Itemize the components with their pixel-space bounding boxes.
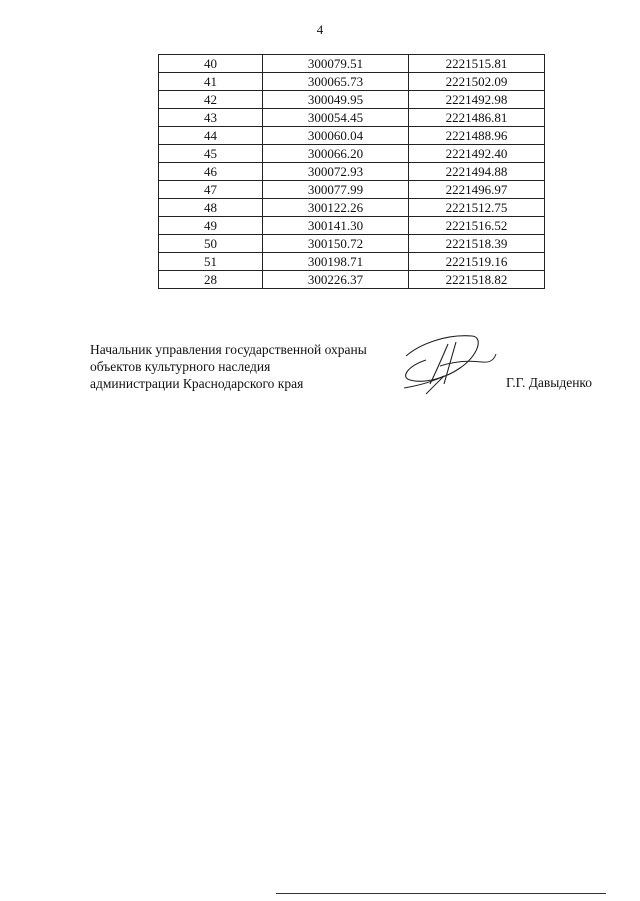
table-row [159,55,545,73]
table-row [159,73,545,91]
point-number-cell: 43 [159,109,263,127]
y-coordinate-cell: 2221515.81 [409,55,545,73]
signatory-title [90,341,367,392]
x-coordinate-cell: 300065.73 [263,73,409,91]
coordinates-table-body [159,55,545,289]
point-number-cell: 49 [159,217,263,235]
x-coordinate-cell: 300198.71 [263,253,409,271]
point-number-cell: 50 [159,235,263,253]
table-row [159,235,545,253]
x-coordinate-cell: 300141.30 [263,217,409,235]
signatory-name: Г.Г. Давыденко [506,375,593,390]
x-coordinate-cell: 300226.37 [263,271,409,289]
x-coordinate-cell: 300054.45 [263,109,409,127]
page-number: 4 [316,22,324,37]
point-number-cell: 42 [159,91,263,109]
point-number-cell: 51 [159,253,263,271]
y-coordinate-cell: 2221519.16 [409,253,545,271]
x-coordinate-cell: 300150.72 [263,235,409,253]
x-coordinate-cell: 300122.26 [263,199,409,217]
table-row [159,253,545,271]
signatory-title-line: администрации Краснодарского края [90,376,304,391]
table-row [159,217,545,235]
y-coordinate-cell: 2221486.81 [409,109,545,127]
x-coordinate-cell: 300049.95 [263,91,409,109]
y-coordinate-cell: 2221488.96 [409,127,545,145]
table-row [159,145,545,163]
y-coordinate-cell: 2221502.09 [409,73,545,91]
table-row [159,271,545,289]
y-coordinate-cell: 2221494.88 [409,163,545,181]
table-row [159,199,545,217]
table-row [159,163,545,181]
y-coordinate-cell: 2221516.52 [409,217,545,235]
signatory-title-line: Начальник управления государственной охраны [90,342,367,357]
x-coordinate-cell: 300077.99 [263,181,409,199]
y-coordinate-cell: 2221518.82 [409,271,545,289]
point-number-cell: 48 [159,199,263,217]
y-coordinate-cell: 2221492.98 [409,91,545,109]
point-number-cell: 45 [159,145,263,163]
coordinates-table [158,54,545,289]
x-coordinate-cell: 300060.04 [263,127,409,145]
y-coordinate-cell: 2221512.75 [409,199,545,217]
point-number-cell: 40 [159,55,263,73]
x-coordinate-cell: 300079.51 [263,55,409,73]
x-coordinate-cell: 300066.20 [263,145,409,163]
footer-divider [276,893,606,894]
point-number-cell: 28 [159,271,263,289]
table-row [159,127,545,145]
point-number-cell: 44 [159,127,263,145]
signatory-title-line: объектов культурного наследия [90,359,271,374]
point-number-cell: 46 [159,163,263,181]
y-coordinate-cell: 2221518.39 [409,235,545,253]
handwritten-signature [386,326,498,398]
y-coordinate-cell: 2221496.97 [409,181,545,199]
table-row [159,181,545,199]
point-number-cell: 47 [159,181,263,199]
table-row [159,109,545,127]
y-coordinate-cell: 2221492.40 [409,145,545,163]
x-coordinate-cell: 300072.93 [263,163,409,181]
table-row [159,91,545,109]
point-number-cell: 41 [159,73,263,91]
